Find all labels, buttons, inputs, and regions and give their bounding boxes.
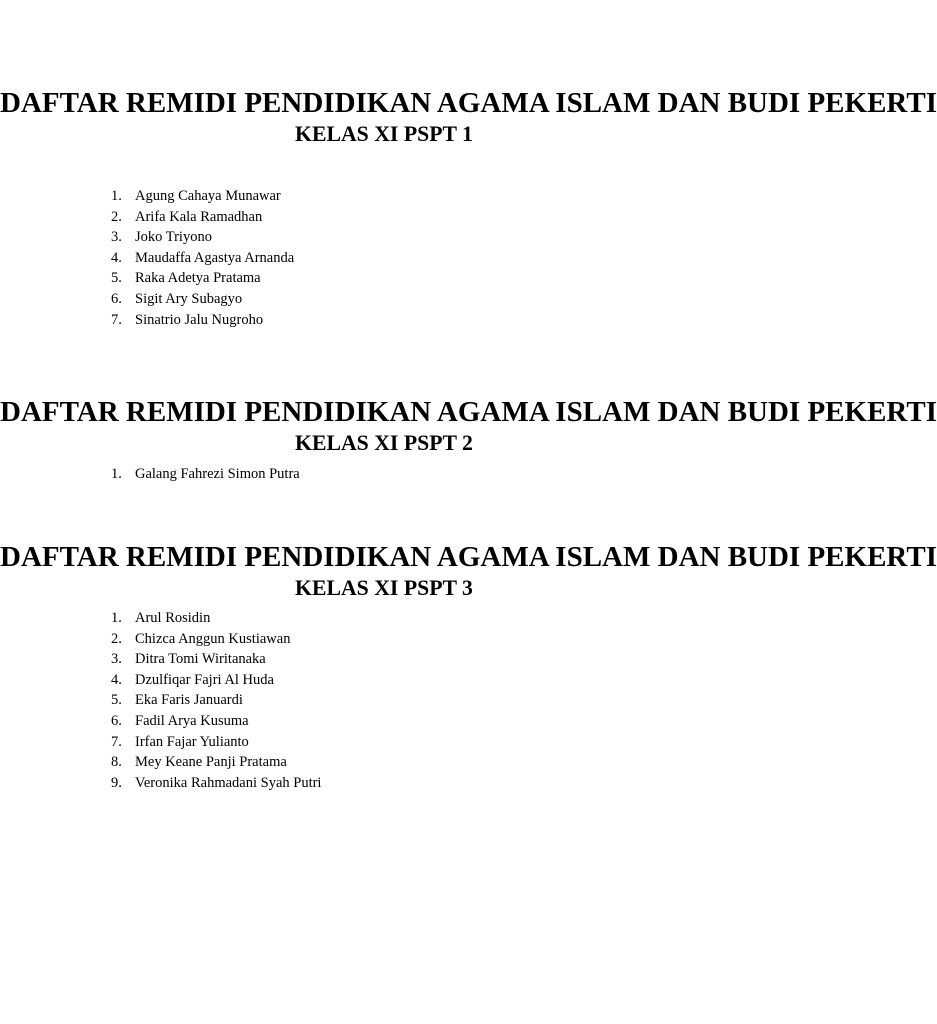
student-name: Raka Adetya Pratama	[135, 270, 261, 287]
student-name: Sinatrio Jalu Nugroho	[135, 311, 264, 328]
list-item-number: 8.	[111, 754, 122, 771]
student-name: Ditra Tomi Wiritanaka	[135, 651, 266, 668]
list-item-number: 4.	[111, 671, 122, 688]
section-title: DAFTAR REMIDI PENDIDIKAN AGAMA ISLAM DAN BUDI PEKERTI	[0, 87, 937, 119]
student-name: Agung Cahaya Munawar	[135, 188, 281, 204]
list-item-number: 7.	[111, 733, 122, 750]
student-name: Dzulfiqar Fajri Al Huda	[135, 671, 274, 688]
class-heading: KELAS XI PSPT 3	[295, 576, 473, 600]
student-name: Chizca Anggun Kustiawan	[135, 630, 291, 647]
student-name: Veronika Rahmadani Syah Putri	[135, 774, 322, 791]
student-name: Mey Keane Panji Pratama	[135, 754, 287, 771]
student-name: Sigit Ary Subagyo	[135, 290, 243, 307]
student-name: Joko Triyono	[135, 229, 212, 246]
list-item-number: 6.	[111, 290, 122, 307]
list-item-number: 1.	[111, 466, 122, 482]
class-heading: KELAS XI PSPT 2	[295, 431, 473, 455]
student-name: Galang Fahrezi Simon Putra	[135, 466, 300, 482]
student-name: Maudaffa Agastya Arnanda	[135, 249, 295, 266]
list-item-number: 1.	[111, 610, 122, 626]
list-item-number: 5.	[111, 692, 122, 709]
student-name: Arifa Kala Ramadhan	[135, 208, 263, 225]
class-heading: KELAS XI PSPT 1	[295, 122, 473, 146]
list-item-number: 7.	[111, 311, 122, 328]
list-item-number: 3.	[111, 229, 122, 246]
list-item-number: 2.	[111, 208, 122, 225]
student-name: Eka Faris Januardi	[135, 692, 243, 709]
student-name: Irfan Fajar Yulianto	[135, 733, 249, 750]
list-item-number: 1.	[111, 188, 122, 204]
list-item-number: 4.	[111, 249, 122, 266]
section-title: DAFTAR REMIDI PENDIDIKAN AGAMA ISLAM DAN BUDI PEKERTI	[0, 396, 937, 428]
list-item-number: 2.	[111, 630, 122, 647]
list-item-number: 3.	[111, 651, 122, 668]
student-name: Fadil Arya Kusuma	[135, 712, 249, 729]
list-item-number: 5.	[111, 270, 122, 287]
section-title: DAFTAR REMIDI PENDIDIKAN AGAMA ISLAM DAN BUDI PEKERTI	[0, 541, 937, 573]
list-item-number: 6.	[111, 712, 122, 729]
student-name: Arul Rosidin	[135, 610, 211, 626]
list-item-number: 9.	[111, 774, 122, 791]
